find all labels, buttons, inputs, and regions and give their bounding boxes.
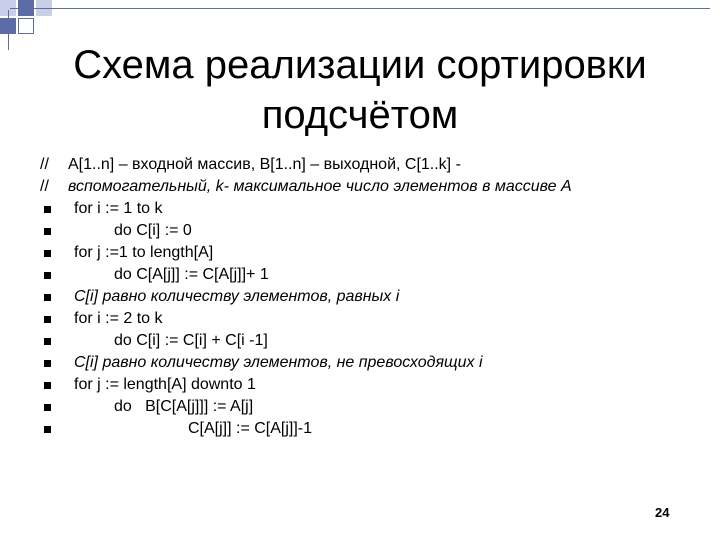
comment-marker: // (40, 156, 49, 173)
line-text: do C[A[j]] := C[A[j]]+ 1 (114, 266, 269, 283)
list-item (40, 374, 700, 396)
list-item (40, 418, 700, 440)
line-text: for i := 1 to k (74, 200, 163, 217)
line-text: C[i] равно количеству элементов, равных i (74, 288, 400, 305)
line-text: for i := 2 to k (74, 310, 163, 327)
page-number: 24 (655, 505, 670, 520)
algorithm-list (40, 154, 700, 440)
line-text: A[1..n] – входной массив, B[1..n] – выходной, C[1..k] - (68, 156, 461, 173)
line-text: do B[C[A[j]]] := A[j] (114, 398, 254, 415)
slide-title: Схема реализации сортировки подсчётом (73, 43, 647, 137)
list-item (40, 176, 700, 198)
list-item (40, 242, 700, 264)
top-rule (10, 8, 710, 9)
comment-marker: // (40, 178, 49, 195)
left-rule (8, 10, 9, 50)
list-item (40, 396, 700, 418)
line-text: for j := length[A] downto 1 (74, 376, 256, 393)
list-item (40, 286, 700, 308)
deco-square-outline (18, 18, 34, 34)
list-item (40, 352, 700, 374)
list-item (40, 330, 700, 352)
line-text: вспомогательный, k- максимальное число элементов в массиве A (68, 178, 572, 195)
line-text: C[i] равно количеству элементов, не превосходящих i (74, 354, 483, 371)
line-text: do C[i] := C[i] + C[i -1] (114, 332, 268, 349)
list-item (40, 198, 700, 220)
list-item (40, 154, 700, 176)
line-text: do C[i] := 0 (114, 222, 192, 239)
line-text: for j :=1 to length[A] (74, 244, 214, 261)
list-item (40, 220, 700, 242)
list-item (40, 264, 700, 286)
line-text: C[A[j]] := C[A[j]]-1 (188, 420, 313, 437)
list-item (40, 308, 700, 330)
